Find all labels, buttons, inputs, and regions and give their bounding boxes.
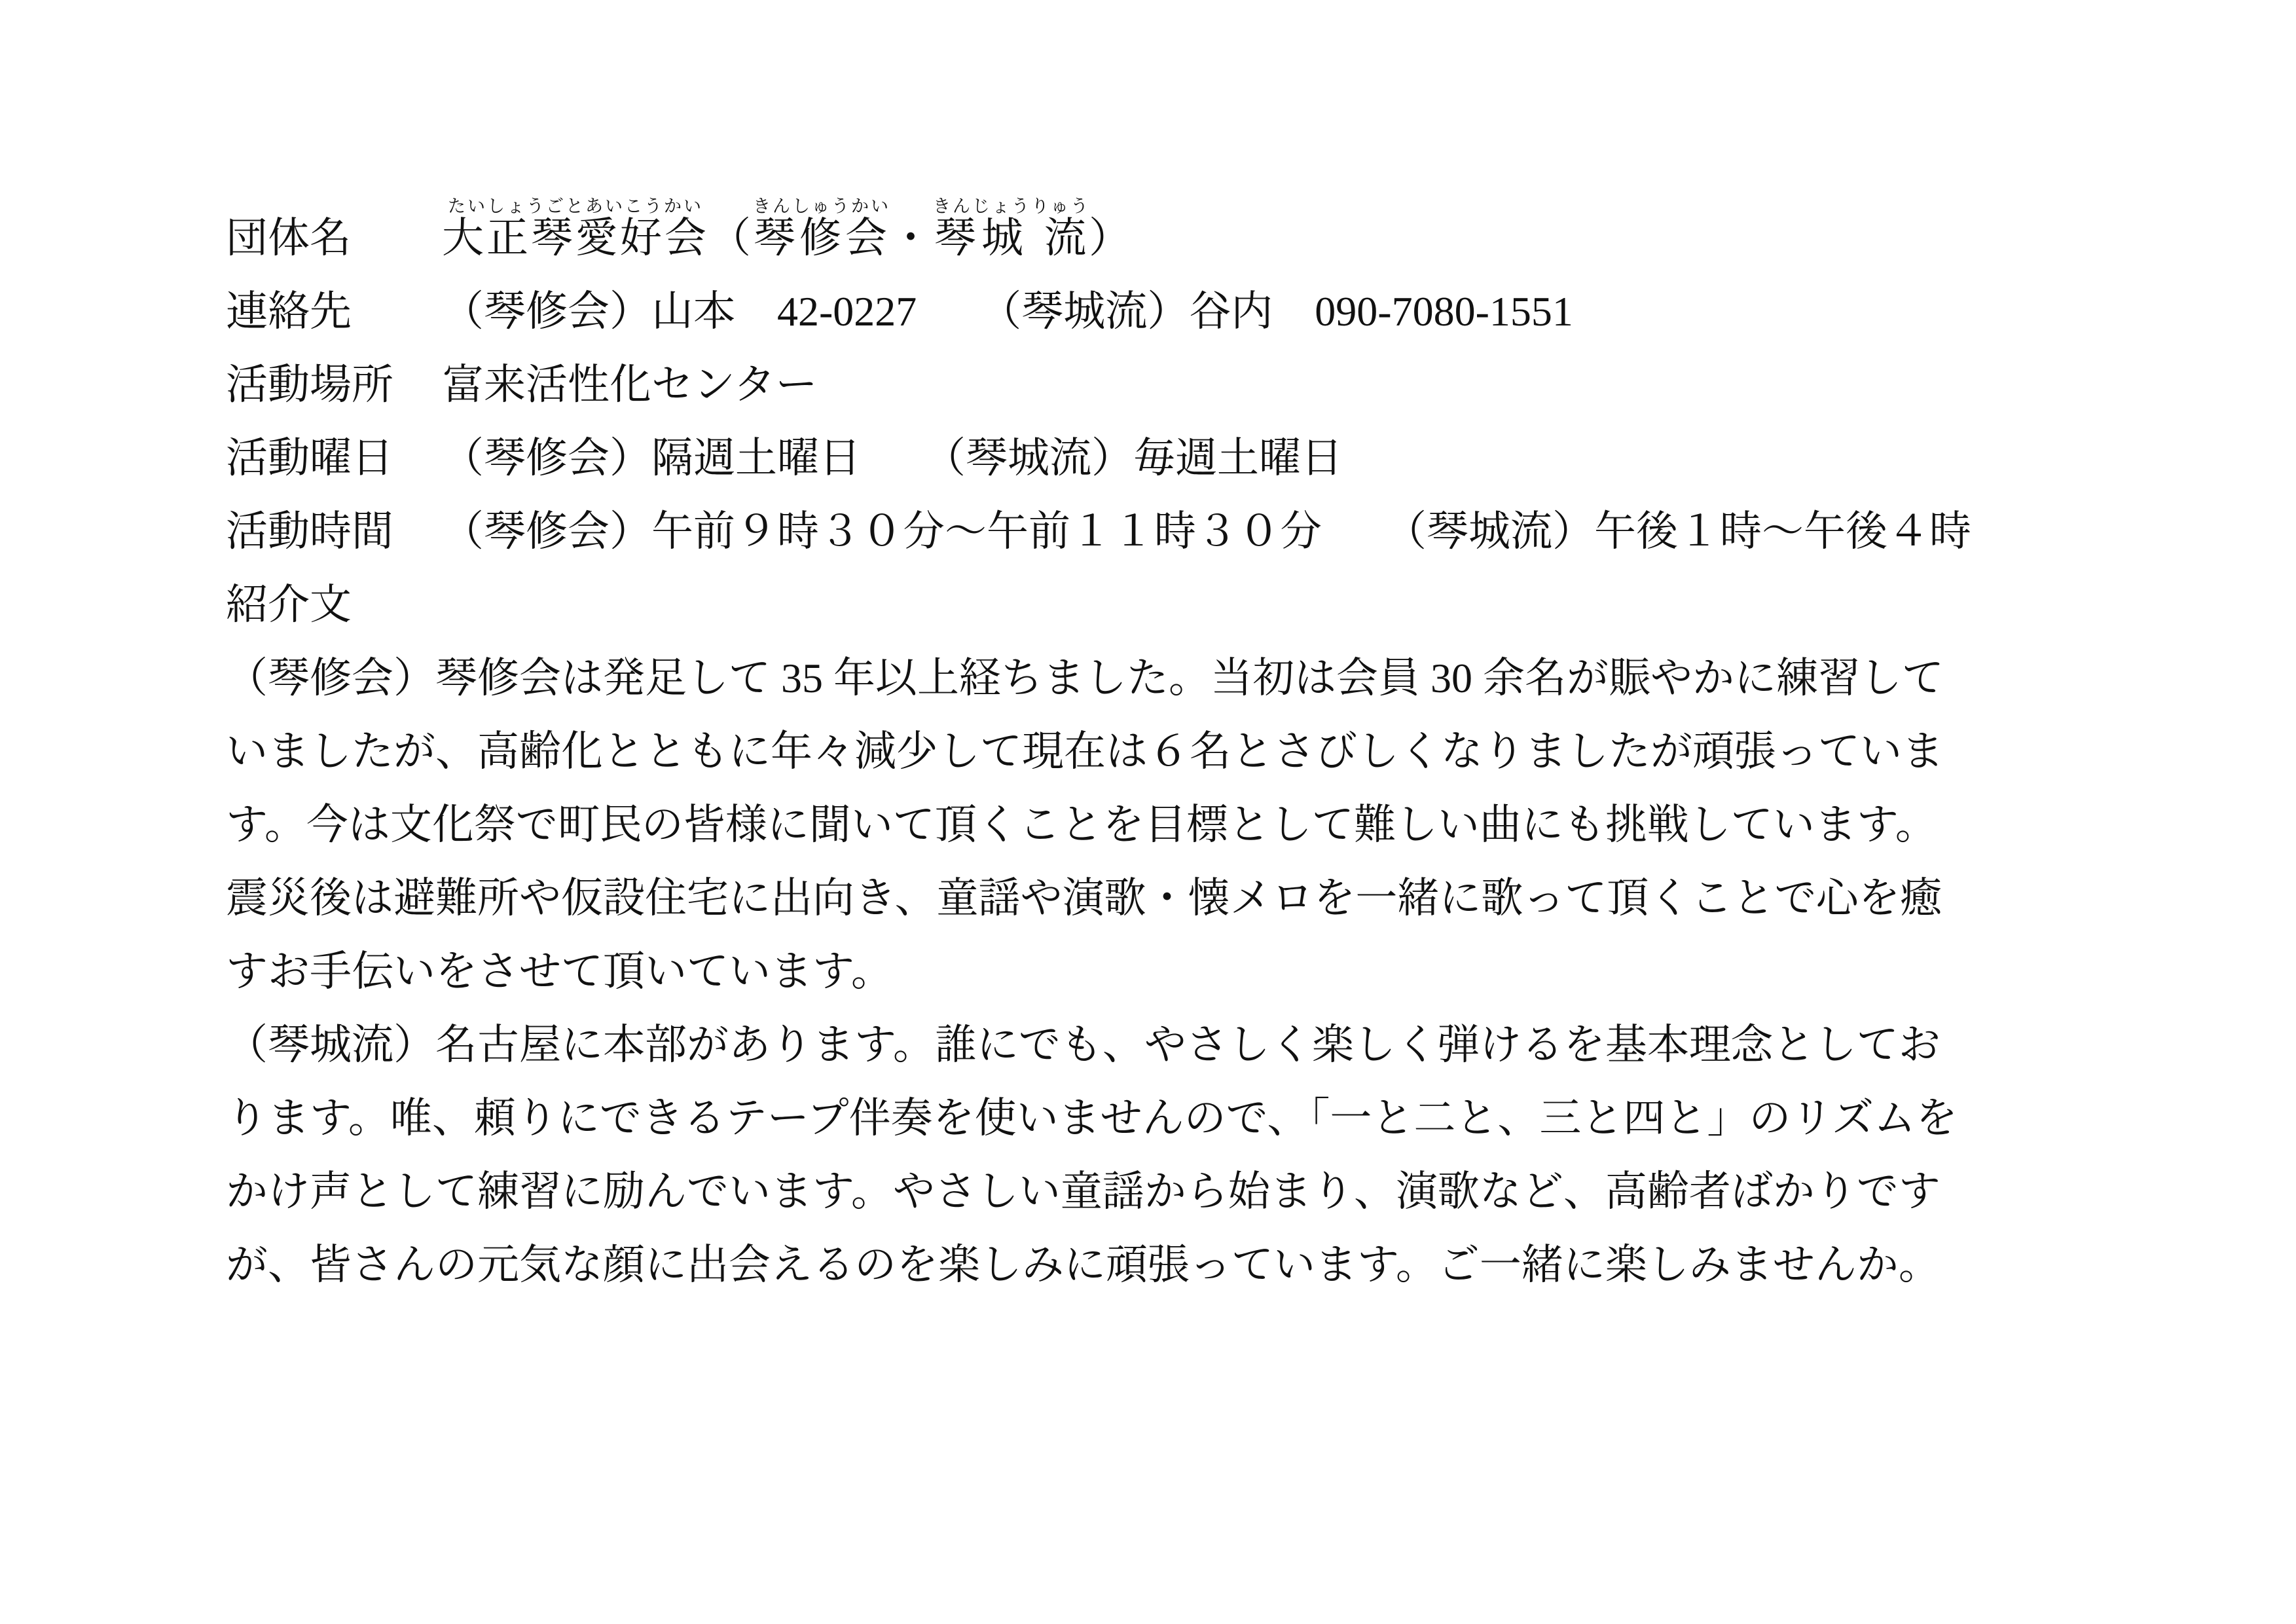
intro-line: ります。唯、頼りにできるテープ伴奏を使いませんので、「一と二と、三と四と」のリズムを: [226, 1095, 1958, 1141]
intro-line: いましたが、高齢化とともに年々減少して現在は６名とさびしくなりましたが頑張っていま: [226, 728, 1944, 775]
group-name-value: [442, 196, 2224, 275]
intro-line: す。今は文化祭で町民の皆様に聞いて頂くことを目標として難しい曲にも挑戦しています。: [226, 802, 1937, 848]
group-name-part: [753, 196, 890, 261]
group-name-punctuation: （: [709, 215, 754, 261]
intro-paragraph-lines: [226, 642, 2224, 1302]
field-value: 富来活性化センター: [442, 361, 818, 408]
group-name-part: [933, 196, 1090, 261]
field-label: 連絡先: [226, 288, 352, 335]
field-row: [226, 275, 2224, 348]
group-name-base: 琴修会: [753, 215, 890, 261]
field-row-group-name: [226, 196, 2224, 275]
field-rows: [226, 275, 2224, 568]
intro-line: すお手伝いをさせて頂いています。: [226, 948, 893, 995]
field-row-intro-label: [226, 568, 2224, 642]
field-value: （琴修会）午前９時３０分～午前１１時３０分 （琴城流）午後１時～午後４時: [442, 508, 1971, 555]
field-value: （琴修会）隔週土曜日 （琴城流）毎週土曜日: [442, 435, 1343, 481]
group-name-furigana: たいしょうごとあいこうかい: [442, 196, 709, 216]
intro-line: 震災後は避難所や仮設住宅に出向き、童謡や演歌・懐メロを一緒に歌って頂くことで心を癒: [226, 875, 1942, 921]
group-name-punctuation: ・: [890, 215, 934, 261]
field-label-group-name: 団体名: [226, 215, 352, 261]
group-name-part: [442, 196, 709, 261]
field-label: 活動場所: [226, 361, 393, 408]
intro-line: （琴修会）琴修会は発足して 35 年以上経ちました。当初は会員 30 余名が賑やかに練習して: [226, 655, 1944, 701]
field-row: [226, 495, 2224, 568]
field-label: 活動曜日: [226, 435, 393, 481]
field-label: 活動時間: [226, 508, 393, 555]
field-row: [226, 348, 2224, 422]
group-name-furigana: きんしゅうかい: [753, 196, 890, 216]
document-content: [226, 196, 2224, 1302]
intro-line: かけ声として練習に励んでいます。やさしい童謡から始まり、演歌など、高齢者ばかりです: [226, 1168, 1941, 1215]
field-row: [226, 422, 2224, 495]
intro-line: が、皆さんの元気な顔に出会えるのを楽しみに頑張っています。ご一緒に楽しみませんか。: [226, 1242, 1941, 1288]
intro-line: （琴城流）名古屋に本部があります。誰にでも、やさしく楽しく弾けるを基本理念としてお: [226, 1022, 1941, 1068]
group-name-base: 琴城 流: [933, 215, 1090, 261]
field-label-intro: 紹介文: [226, 581, 352, 628]
group-name-base: 大正琴愛好会: [442, 215, 709, 261]
field-value: （琴修会）山本 42-0227 （琴城流）谷内 090-7080-1551: [442, 288, 1573, 335]
group-name-furigana: きんじょうりゅう: [933, 196, 1090, 216]
group-name-punctuation: ）: [1089, 215, 1133, 261]
